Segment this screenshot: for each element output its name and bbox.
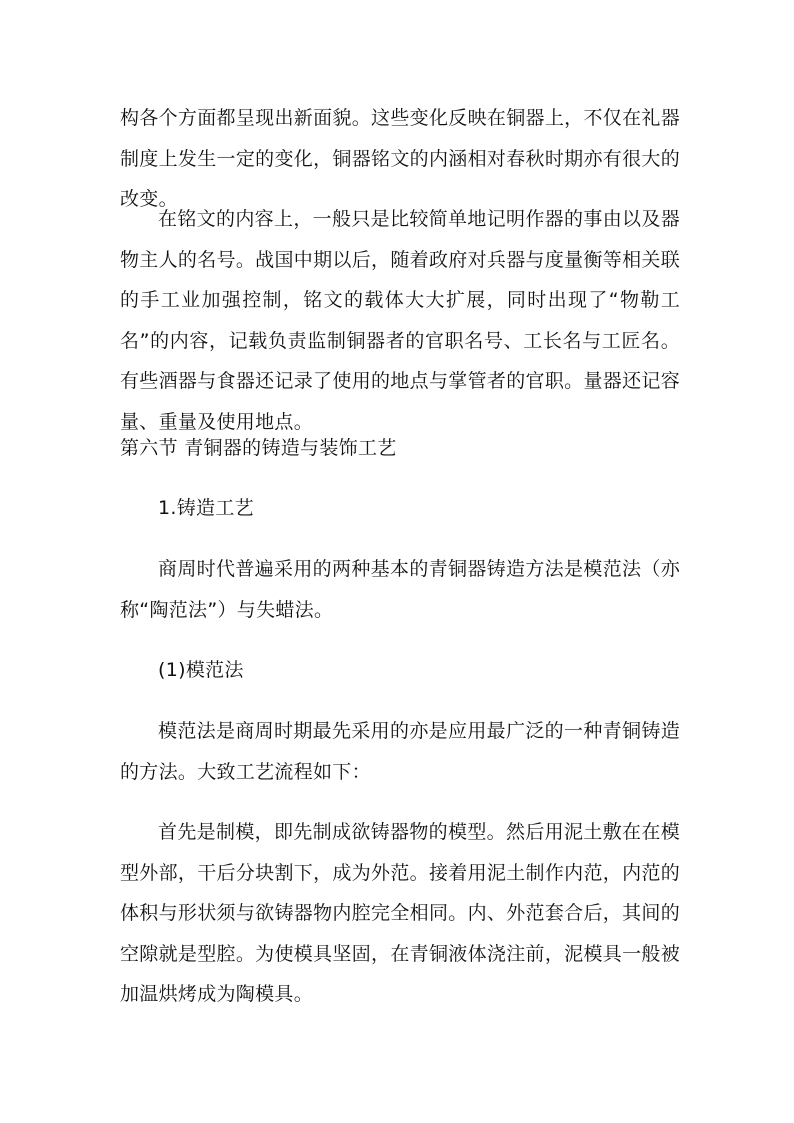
paragraph-inscription-content: 在铭文的内容上，一般只是比较简单地记明作器的事由以及器物主人的名号。战国中期以后，随着政府对兵器与度量衡等相关联的手工业加强控制，铭文的载体大大扩展，同时出现了“物勒工名”的内容，记载负责监制铜器者的官职名号、工长名与工匠名。有些酒器与食器还记录了使用的地点与掌管者的官职。量器还记容量、重量及使用地点。: [120, 208, 680, 433]
subsection-heading-mold-method: (1)模范法: [158, 659, 244, 681]
paragraph-mold-method-intro: 模范法是商周时期最先采用的亦是应用最广泛的一种青铜铸造的方法。大致工艺流程如下：: [120, 720, 680, 783]
paragraph-casting-methods: 商周时代普遍采用的两种基本的青铜器铸造方法是模范法（亦称“陶范法”）与失蜡法。: [120, 558, 680, 621]
paragraph-mold-process: 首先是制模，即先制成欲铸器物的模型。然后用泥土敷在在模型外部，干后分块割下，成为外范。接着用泥土制作内范，内范的体积与形状须与欲铸器物内腔完全相同。内、外范套合后，其间的空隙就是型腔。为使模具坚固，在青铜液体浇注前，泥模具一般被加温烘烤成为陶模具。: [120, 821, 680, 1005]
subsection-heading: 1.铸造工艺: [158, 497, 254, 519]
section-heading: 第六节 青铜器的铸造与装饰工艺: [120, 437, 397, 459]
paragraph-continuation: 构各个方面都呈现出新面貌。这些变化反映在铜器上，不仅在礼器制度上发生一定的变化，铜器铭文的内涵相对春秋时期亦有很大的改变。: [120, 107, 680, 210]
